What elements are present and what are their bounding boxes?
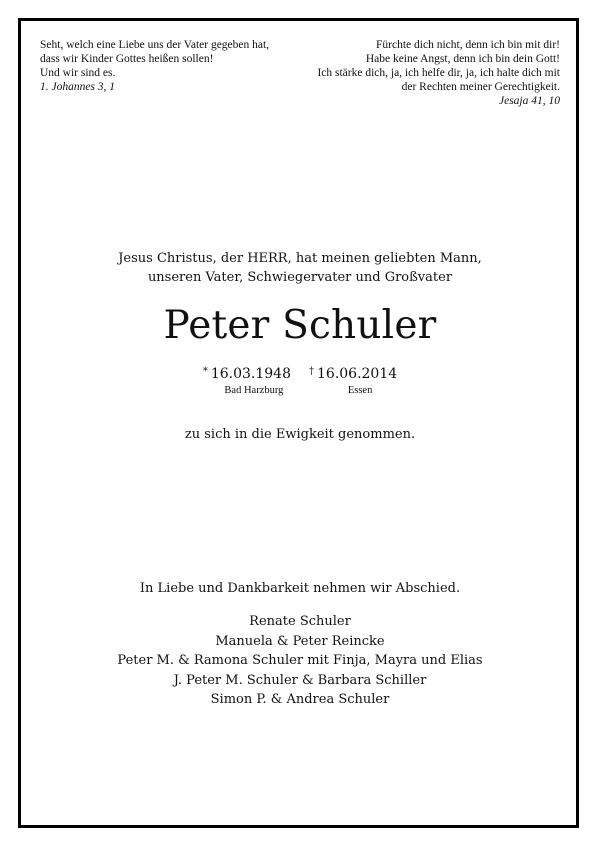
mourner-name: J. Peter M. Schuler & Barbara Schiller <box>173 672 427 688</box>
birth-date-line <box>203 363 291 383</box>
verse-right <box>317 38 560 108</box>
verse-left <box>40 38 269 94</box>
mourner-name: Peter M. & Ramona Schuler mit Finja, Mayra und Elias <box>117 653 483 668</box>
intro-text <box>0 249 600 287</box>
life-dates <box>0 363 600 397</box>
verse-right-reference: Jesaja 41, 10 <box>498 95 560 107</box>
death-cross-icon: † <box>309 366 314 377</box>
verse-right-line: der Rechten meiner Gerechtigkeit. <box>401 81 560 93</box>
birth-star-icon: * <box>202 366 208 377</box>
death-place: Essen <box>347 385 373 396</box>
deceased-name: Peter Schuler <box>163 303 437 348</box>
verse-right-line: Habe keine Angst, denn ich bin dein Gott! <box>365 53 560 65</box>
death-date: 16.06.2014 <box>317 366 398 382</box>
birth-date: 16.03.1948 <box>210 366 291 382</box>
verse-left-line: Seht, welch eine Liebe uns der Vater gegeben hat, <box>40 39 270 51</box>
mourner-name: Simon P. & Andrea Schuler <box>210 692 390 707</box>
verse-left-reference: 1. Johannes 3, 1 <box>40 81 116 93</box>
verse-left-line: Und wir sind es. <box>40 67 116 79</box>
intro-line: Jesus Christus, der HERR, hat meinen geliebten Mann, <box>118 251 482 266</box>
mourner-name: Renate Schuler <box>249 614 351 629</box>
mourner-name: Manuela & Peter Reincke <box>215 633 385 649</box>
death-date-line <box>309 363 397 383</box>
verse-right-line: Fürchte dich nicht, denn ich bin mit dir! <box>376 39 560 51</box>
birth-info <box>203 363 291 397</box>
verse-left-line: dass wir Kinder Gottes heißen sollen! <box>40 53 214 65</box>
birth-place: Bad Harzburg <box>224 385 284 396</box>
taken-text: zu sich in die Ewigkeit genommen. <box>184 427 416 442</box>
mourners-list <box>0 612 600 710</box>
intro-line: unseren Vater, Schwiegervater und Großvater <box>147 270 453 285</box>
farewell-text: In Liebe und Dankbarkeit nehmen wir Abschied. <box>139 581 461 596</box>
verse-right-line: Ich stärke dich, ja, ich helfe dir, ja, ich halte dich mit <box>317 67 560 79</box>
death-info <box>309 363 397 397</box>
